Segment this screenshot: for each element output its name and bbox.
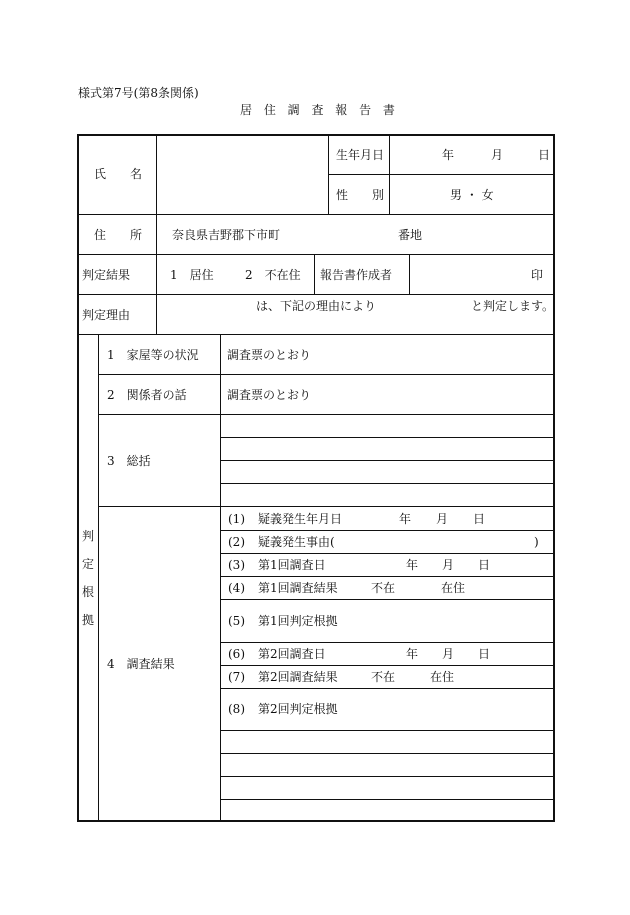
basis-label-char-2: 定 — [82, 557, 95, 571]
result-option-resident[interactable]: 1 居住 — [170, 268, 214, 282]
result-option-nonresident[interactable]: 2 不在住 — [245, 268, 301, 282]
address-label: 住 所 — [94, 228, 143, 242]
name-label: 氏 名 — [94, 167, 143, 181]
survey-r4-absent[interactable]: 不在 — [371, 581, 396, 595]
form-number: 様式第7号(第8条関係) — [78, 86, 199, 100]
survey-r4-resident[interactable]: 在住 — [441, 581, 466, 595]
basis-label-char-4: 拠 — [82, 613, 95, 627]
survey-r7-absent[interactable]: 不在 — [371, 670, 396, 684]
seal-mark: 印 — [531, 268, 544, 282]
survey-r4-text: 第1回調査結果 — [258, 581, 338, 595]
survey-r4-num: (4) — [228, 581, 245, 595]
basis-item-house: 1 家屋等の状況 — [107, 348, 199, 362]
basis-item-witness-value: 調査票のとおり — [227, 388, 312, 402]
reporter-label: 報告書作成者 — [320, 268, 393, 282]
survey-r6-text: 第2回調査日 — [258, 647, 326, 661]
address-suffix: 番地 — [398, 228, 423, 242]
birthdate-month: 月 — [491, 148, 504, 162]
basis-item-summary: 3 総括 — [107, 454, 151, 468]
survey-r8-num: (8) — [228, 702, 245, 716]
basis-item-witness: 2 関係者の話 — [107, 388, 187, 402]
sex-value[interactable]: 男 ・ 女 — [450, 188, 494, 202]
address-value: 奈良県吉野郡下市町 — [172, 228, 281, 242]
survey-r6-num: (6) — [228, 647, 245, 661]
survey-r3-day: 日 — [478, 558, 491, 572]
basis-label-char-3: 根 — [82, 585, 95, 599]
reason-text-1: は、下記の理由により — [256, 299, 377, 313]
survey-r7-resident[interactable]: 在住 — [430, 670, 455, 684]
survey-r2-close: ) — [534, 535, 539, 549]
survey-r1-month: 月 — [436, 512, 449, 526]
name-field[interactable] — [160, 140, 324, 210]
survey-r6-year: 年 — [406, 647, 419, 661]
survey-r3-year: 年 — [406, 558, 419, 572]
document-title: 居 住 調 査 報 告 書 — [240, 103, 399, 117]
survey-r1-day: 日 — [473, 512, 486, 526]
survey-r3-num: (3) — [228, 558, 245, 572]
survey-r1-year: 年 — [399, 512, 412, 526]
survey-r6-day: 日 — [478, 647, 491, 661]
survey-r7-num: (7) — [228, 670, 245, 684]
survey-r7-text: 第2回調査結果 — [258, 670, 338, 684]
basis-item-house-value: 調査票のとおり — [227, 348, 312, 362]
sex-label: 性 別 — [336, 188, 385, 202]
survey-r8-text: 第2回判定根拠 — [258, 702, 338, 716]
survey-r1-text: 疑義発生年月日 — [258, 512, 343, 526]
birthdate-year: 年 — [442, 148, 455, 162]
reason-label: 判定理由 — [82, 308, 131, 322]
birthdate-label: 生年月日 — [336, 148, 385, 162]
survey-r5-num: (5) — [228, 614, 245, 628]
basis-item-survey-results: 4 調査結果 — [107, 657, 175, 671]
birthdate-day: 日 — [538, 148, 551, 162]
survey-r3-month: 月 — [442, 558, 455, 572]
survey-r6-month: 月 — [442, 647, 455, 661]
survey-r1-num: (1) — [228, 512, 245, 526]
basis-label-char-1: 判 — [82, 529, 95, 543]
survey-r2-text: 疑義発生事由( — [258, 535, 335, 549]
survey-r5-text: 第1回判定根拠 — [258, 614, 338, 628]
survey-r3-text: 第1回調査日 — [258, 558, 326, 572]
reason-text-2: と判定します。 — [471, 299, 555, 313]
result-label: 判定結果 — [82, 268, 131, 282]
survey-r2-num: (2) — [228, 535, 245, 549]
